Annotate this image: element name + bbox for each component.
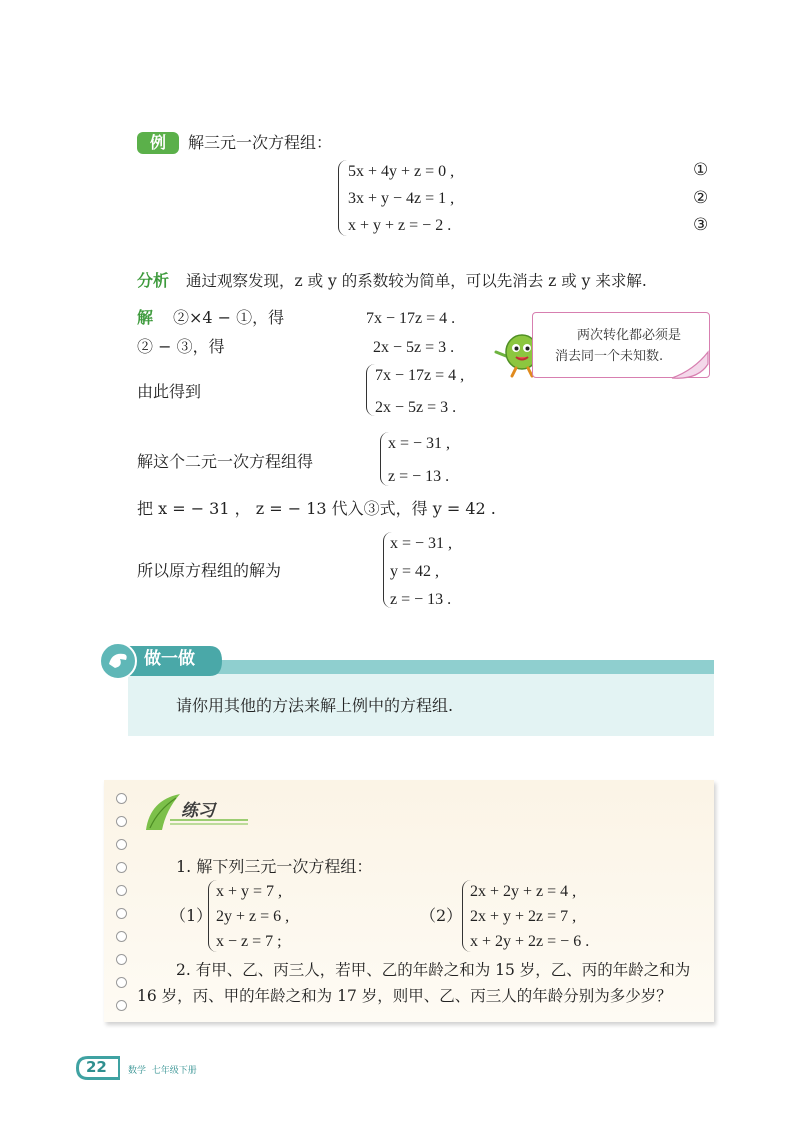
practice-q2-line2: 16 岁，丙、甲的年龄之和为 17 岁，则甲、乙、丙三人的年龄分别为多少岁？ bbox=[137, 987, 672, 1005]
solution-label: 解 bbox=[137, 308, 154, 327]
practice-q1: 1. 解下列三元一次方程组： bbox=[176, 857, 373, 876]
solution-step1-text: ②×4 − ①，得 bbox=[173, 308, 285, 327]
book-title: 数学 七年级下册 bbox=[128, 1066, 197, 1076]
binder-ring bbox=[116, 885, 127, 896]
analysis-label: 分析 bbox=[137, 271, 170, 290]
page-curl-icon bbox=[668, 350, 710, 382]
binder-ring bbox=[116, 793, 127, 804]
binder-ring bbox=[116, 816, 127, 827]
try-it-title: 做一做 bbox=[144, 649, 195, 669]
analysis-text: 通过观察发现，z 或 y 的系数较为简单，可以先消去 z 或 y 来求解. bbox=[186, 272, 647, 290]
solution-step4-text: 解这个二元一次方程组得 bbox=[137, 452, 314, 471]
practice-sub1-eq-3: x − z = 7 ; bbox=[216, 933, 282, 950]
solution-step5-text: 把 x = − 31 ， z = − 13 代入③式，得 y = 42 . bbox=[137, 499, 496, 518]
practice-sub1-eq-2: 2y + z = 6 , bbox=[216, 908, 290, 925]
system3-equation-3: z = − 13 . bbox=[390, 591, 452, 608]
solution-step3-text: 由此得到 bbox=[137, 382, 202, 401]
try-it-text: 请你用其他的方法来解上例中的方程组. bbox=[176, 696, 454, 715]
practice-q2-line1: 2. 有甲、乙、丙三人，若甲、乙的年龄之和为 15 岁，乙、丙的年龄之和为 bbox=[176, 961, 691, 979]
practice-title: 练习 bbox=[181, 801, 215, 821]
practice-sub2-eq-1: 2x + 2y + z = 4 , bbox=[470, 883, 577, 900]
binder-ring bbox=[116, 1000, 127, 1011]
system1-equation-1: 7x − 17z = 4 , bbox=[375, 367, 465, 384]
system1-brace bbox=[366, 364, 375, 416]
binder-ring bbox=[116, 908, 127, 919]
example-system-brace bbox=[338, 160, 347, 236]
example-badge: 例 bbox=[137, 132, 179, 154]
practice-sub2-eq-2: 2x + y + 2z = 7 , bbox=[470, 908, 577, 925]
system3-equation-1: x = − 31 , bbox=[390, 535, 453, 552]
binder-ring bbox=[116, 977, 127, 988]
system2-equation-2: z = − 13 . bbox=[388, 468, 450, 485]
hint-line-2: 消去同一个未知数. bbox=[555, 349, 664, 364]
system3-equation-2: y = 42 , bbox=[390, 563, 440, 580]
practice-sub2-eq-3: x + 2y + 2z = − 6 . bbox=[470, 933, 590, 950]
equation-number-1: ① bbox=[693, 160, 709, 180]
solution-step2-text: ② − ③，得 bbox=[137, 337, 225, 356]
solution-step6-text: 所以原方程组的解为 bbox=[137, 561, 282, 580]
practice-sub1-eq-1: x + y = 7 , bbox=[216, 883, 283, 900]
example-equation-1: 5x + 4y + z = 0 , bbox=[348, 163, 455, 180]
practice-sub1-label: （1） bbox=[170, 906, 213, 925]
practice-sub2-label: （2） bbox=[420, 906, 463, 925]
binder-ring bbox=[116, 839, 127, 850]
equation-number-2: ② bbox=[693, 188, 709, 208]
solution-step1-equation: 7x − 17z = 4 . bbox=[366, 310, 456, 327]
system1-equation-2: 2x − 5z = 3 . bbox=[375, 399, 457, 416]
equation-number-3: ③ bbox=[693, 215, 709, 235]
hint-line-1: 两次转化都必须是 bbox=[577, 328, 682, 343]
page-number: 22 bbox=[86, 1058, 107, 1076]
example-title: 解三元一次方程组： bbox=[188, 133, 333, 152]
system2-equation-1: x = − 31 , bbox=[388, 435, 451, 452]
binder-ring bbox=[116, 862, 127, 873]
example-equation-3: x + y + z = − 2 . bbox=[348, 217, 452, 234]
binder-ring bbox=[116, 954, 127, 965]
binder-ring bbox=[116, 931, 127, 942]
solution-step2-equation: 2x − 5z = 3 . bbox=[373, 339, 455, 356]
example-equation-2: 3x + y − 4z = 1 , bbox=[348, 190, 455, 207]
